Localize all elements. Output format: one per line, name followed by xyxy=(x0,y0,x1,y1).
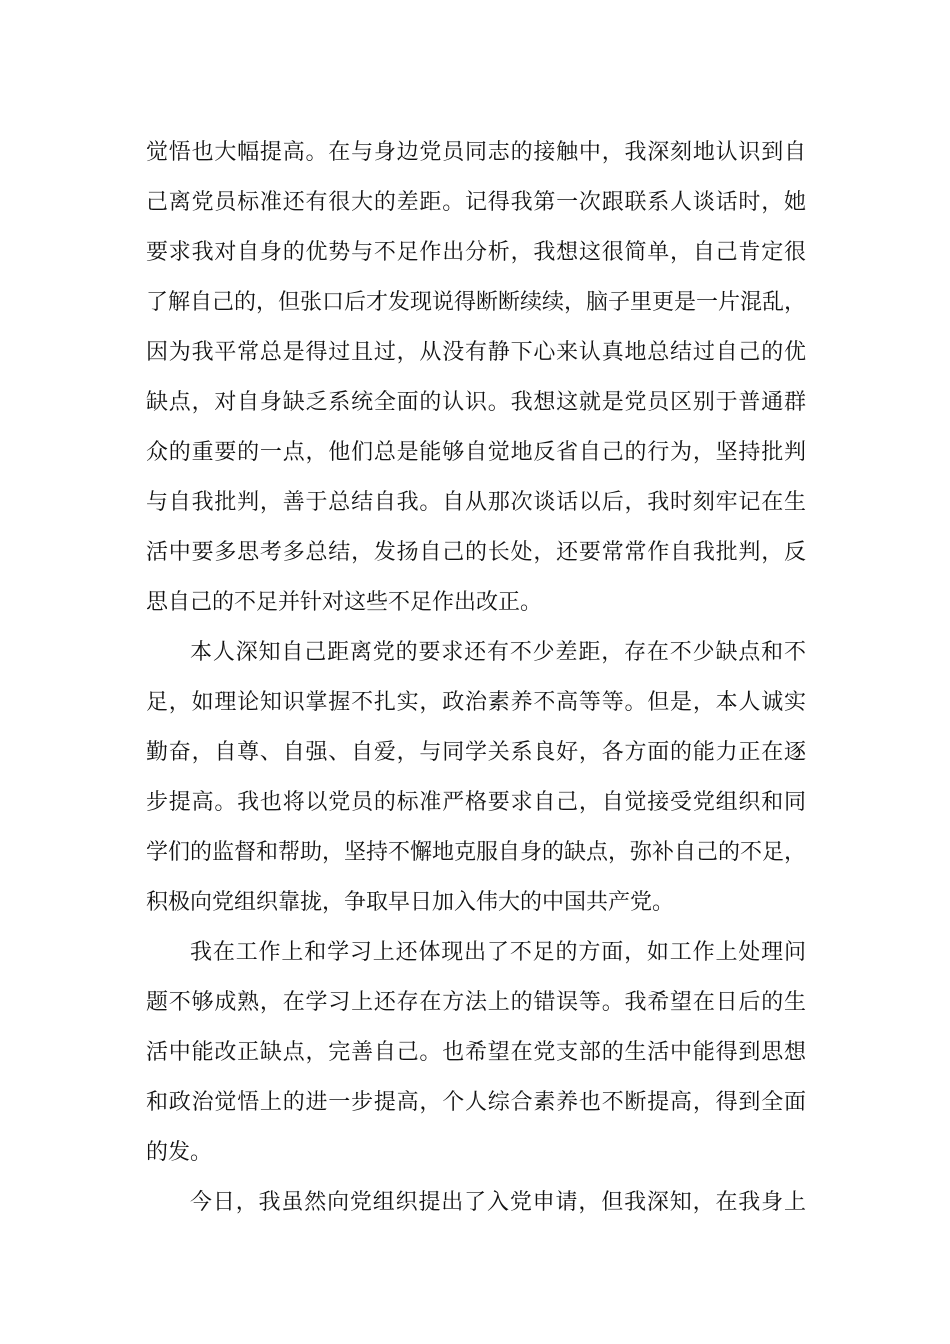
text-line: 足，如理论知识掌握不扎实，政治素养不高等等。但是，本人诚实 xyxy=(146,690,806,715)
text-line: 勤奋，自尊、自强、自爱，与同学关系良好，各方面的能力正在逐 xyxy=(146,740,806,765)
paragraph-4 xyxy=(146,1178,806,1228)
text-line: 步提高。我也将以党员的标准严格要求自己，自觉接受党组织和同 xyxy=(146,790,806,815)
paragraph-3 xyxy=(146,928,806,1178)
text-line: 的发。 xyxy=(146,1140,213,1165)
text-line: 我在工作上和学习上还体现出了不足的方面，如工作上处理问 xyxy=(190,940,806,965)
text-line: 活中能改正缺点，完善自己。也希望在党支部的生活中能得到思想 xyxy=(146,1040,806,1065)
text-line: 本人深知自己距离党的要求还有不少差距，存在不少缺点和不 xyxy=(190,640,806,665)
text-line: 了解自己的，但张口后才发现说得断断续续，脑子里更是一片混乱， xyxy=(146,290,807,315)
paragraph-2 xyxy=(146,628,806,928)
document-body xyxy=(146,128,806,1228)
text-line: 要求我对自身的优势与不足作出分析，我想这很简单，自己肯定很 xyxy=(146,240,806,265)
text-line: 和政治觉悟上的进一步提高，个人综合素养也不断提高，得到全面 xyxy=(146,1090,806,1115)
text-line: 积极向党组织靠拢，争取早日加入伟大的中国共产党。 xyxy=(146,890,675,915)
text-line: 学们的监督和帮助，坚持不懈地克服自身的缺点，弥补自己的不足， xyxy=(146,840,807,865)
text-line: 活中要多思考多总结，发扬自己的长处，还要常常作自我批判，反 xyxy=(146,540,806,565)
text-line: 与自我批判，善于总结自我。自从那次谈话以后，我时刻牢记在生 xyxy=(146,490,806,515)
text-line: 己离党员标准还有很大的差距。记得我第一次跟联系人谈话时，她 xyxy=(146,190,806,215)
text-line: 因为我平常总是得过且过，从没有静下心来认真地总结过自己的优 xyxy=(146,340,806,365)
text-line: 思自己的不足并针对这些不足作出改正。 xyxy=(146,590,543,615)
text-line: 题不够成熟，在学习上还存在方法上的错误等。我希望在日后的生 xyxy=(146,990,806,1015)
text-line: 觉悟也大幅提高。在与身边党员同志的接触中，我深刻地认识到自 xyxy=(146,140,806,165)
text-line: 缺点，对自身缺乏系统全面的认识。我想这就是党员区别于普通群 xyxy=(146,390,806,415)
text-line: 今日，我虽然向党组织提出了入党申请，但我深知，在我身上 xyxy=(190,1190,806,1215)
paragraph-1 xyxy=(146,128,806,628)
text-line: 众的重要的一点，他们总是能够自觉地反省自己的行为，坚持批判 xyxy=(146,440,806,465)
